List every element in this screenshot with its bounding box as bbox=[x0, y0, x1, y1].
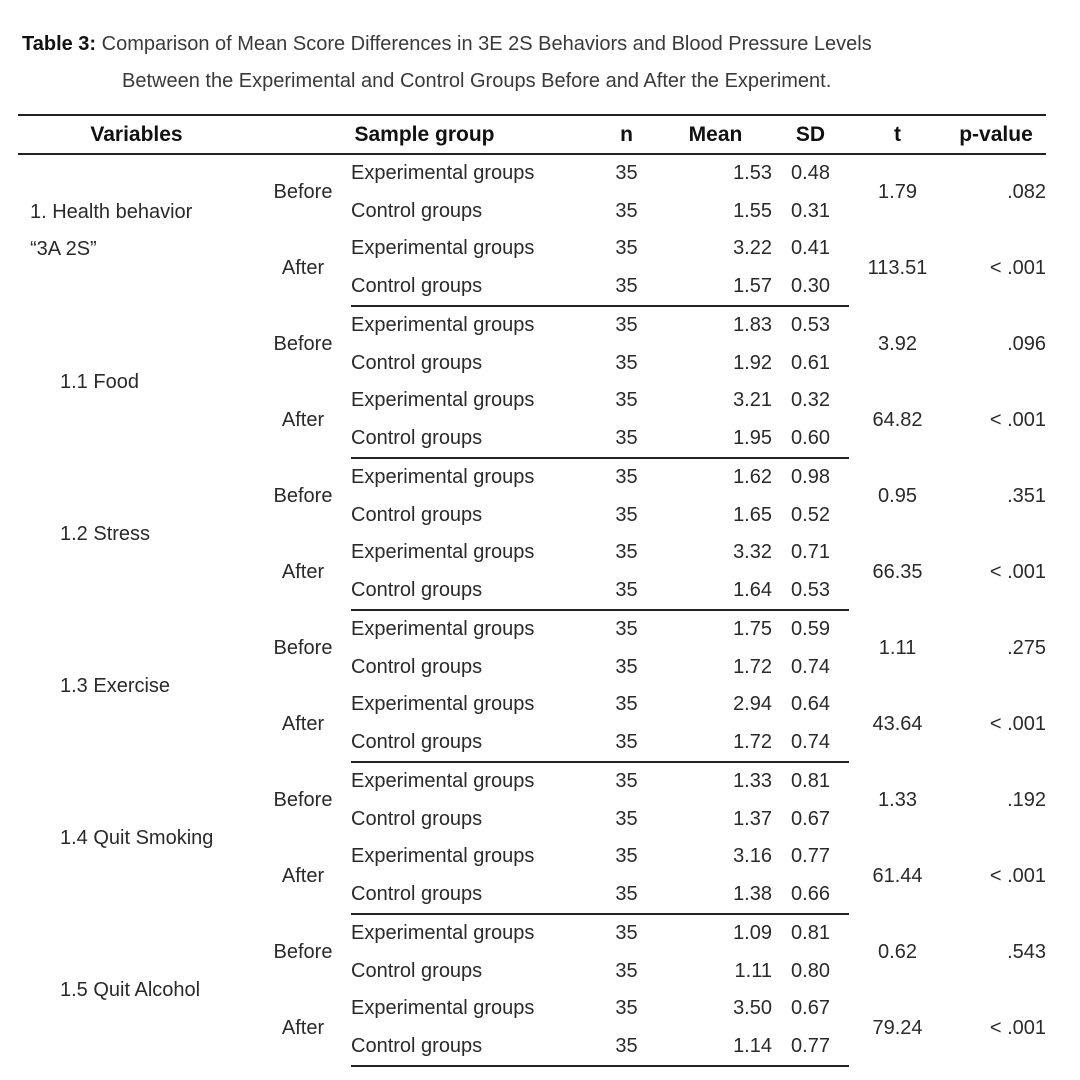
phase-label: Before bbox=[273, 181, 333, 203]
sd-value: 0.67 bbox=[791, 997, 830, 1020]
sd-value: 0.74 bbox=[772, 724, 849, 763]
mean-value: 3.16 bbox=[733, 845, 772, 868]
t-value: 1.33 bbox=[878, 788, 917, 811]
header-row bbox=[18, 115, 1046, 154]
variable-name bbox=[18, 306, 255, 458]
n-value: 35 bbox=[615, 199, 638, 222]
table-section bbox=[18, 914, 1046, 1066]
n-value: 35 bbox=[594, 572, 659, 611]
header-mean: Mean bbox=[659, 115, 772, 154]
sd-value: 0.59 bbox=[791, 618, 830, 641]
sample-group: Control groups bbox=[351, 959, 483, 982]
mean-value: 1.33 bbox=[733, 770, 772, 793]
n-value: 35 bbox=[615, 997, 638, 1020]
t-value: 79.24 bbox=[872, 1016, 923, 1039]
n-value: 35 bbox=[615, 314, 638, 337]
sd-value: 0.41 bbox=[791, 237, 830, 260]
n-value: 35 bbox=[594, 268, 659, 307]
header-n: n bbox=[594, 115, 659, 154]
mean-value: 3.21 bbox=[733, 389, 772, 412]
p-value: < .001 bbox=[989, 256, 1046, 279]
table-row bbox=[18, 458, 1046, 497]
sd-value: 0.81 bbox=[791, 770, 830, 793]
caption-text-1: Comparison of Mean Score Differences in 3E 2S Behaviors and Blood Pressure Levels bbox=[101, 33, 872, 55]
table-caption bbox=[22, 26, 1052, 100]
mean-value: 1.53 bbox=[733, 162, 772, 185]
p-value: < .001 bbox=[989, 560, 1046, 583]
mean-value: 1.57 bbox=[659, 268, 772, 307]
sd-value: 0.32 bbox=[791, 389, 830, 412]
phase-label: Before bbox=[273, 484, 333, 507]
header-sample-group: Sample group bbox=[255, 115, 594, 154]
p-value: < .001 bbox=[989, 1016, 1046, 1039]
sample-group: Experimental groups bbox=[351, 237, 535, 260]
phase-label: After bbox=[281, 712, 325, 735]
sd-value: 0.60 bbox=[772, 420, 849, 459]
sd-value: 0.80 bbox=[791, 959, 830, 982]
mean-value: 1.65 bbox=[733, 503, 772, 526]
t-value: 43.64 bbox=[872, 712, 923, 735]
n-value: 35 bbox=[615, 541, 638, 564]
p-value: < .001 bbox=[989, 864, 1046, 887]
sample-group: Control groups bbox=[351, 655, 483, 678]
sample-group: Experimental groups bbox=[351, 922, 535, 945]
header-sd: SD bbox=[772, 115, 849, 154]
mean-value: 1.37 bbox=[733, 807, 772, 830]
n-value: 35 bbox=[615, 466, 638, 489]
variable-name bbox=[18, 610, 255, 762]
n-value: 35 bbox=[615, 807, 638, 830]
p-value: < .001 bbox=[989, 712, 1046, 735]
sample-group: Control groups bbox=[351, 572, 594, 611]
caption-label: Table 3: bbox=[22, 33, 97, 55]
n-value: 35 bbox=[615, 655, 638, 678]
n-value: 35 bbox=[615, 959, 638, 982]
phase-label: After bbox=[281, 408, 325, 431]
sd-value: 0.31 bbox=[791, 199, 830, 222]
n-value: 35 bbox=[615, 351, 638, 374]
mean-value: 1.09 bbox=[733, 922, 772, 945]
mean-value: 1.75 bbox=[733, 618, 772, 641]
sample-group: Control groups bbox=[351, 876, 594, 915]
p-value: .082 bbox=[1007, 181, 1046, 203]
mean-value: 1.83 bbox=[733, 314, 772, 337]
variable-name-line: 1.2 Stress bbox=[60, 522, 151, 545]
t-value: 0.62 bbox=[878, 940, 917, 963]
sample-group: Experimental groups bbox=[351, 466, 535, 489]
table-header bbox=[18, 115, 1046, 154]
phase-label: Before bbox=[273, 940, 333, 963]
table-section bbox=[18, 306, 1046, 458]
phase-label: Before bbox=[273, 636, 333, 659]
variable-name bbox=[18, 458, 255, 610]
n-value: 35 bbox=[615, 618, 638, 641]
sd-value: 0.71 bbox=[791, 541, 830, 564]
phase-label: After bbox=[281, 560, 325, 583]
p-value: .096 bbox=[1007, 332, 1046, 355]
t-value: 1.11 bbox=[878, 636, 917, 659]
phase-label: After bbox=[281, 1016, 325, 1039]
variable-name-line: “3A 2S” bbox=[30, 237, 97, 260]
phase-label: After bbox=[281, 864, 325, 887]
sample-group: Experimental groups bbox=[351, 770, 535, 793]
variable-name-line: 1.5 Quit Alcohol bbox=[60, 978, 201, 1001]
n-value: 35 bbox=[594, 876, 659, 915]
header-p-value: p-value bbox=[946, 115, 1046, 154]
table-row bbox=[18, 914, 1046, 953]
header-variables: Variables bbox=[18, 115, 255, 154]
sd-value: 0.74 bbox=[791, 655, 830, 678]
sd-value: 0.98 bbox=[791, 466, 830, 489]
variable-name bbox=[18, 762, 255, 914]
variable-name-line: 1. Health behavior bbox=[30, 200, 193, 223]
mean-value: 2.94 bbox=[733, 693, 772, 716]
caption-line-2: Between the Experimental and Control Groups Before and After the Experiment. bbox=[122, 70, 832, 92]
mean-value: 3.32 bbox=[733, 541, 772, 564]
variable-name bbox=[18, 914, 255, 1066]
sd-value: 0.77 bbox=[772, 1028, 849, 1067]
mean-value: 1.92 bbox=[733, 351, 772, 374]
n-value: 35 bbox=[615, 922, 638, 945]
sample-group: Control groups bbox=[351, 268, 594, 307]
mean-value: 1.14 bbox=[659, 1028, 772, 1067]
sd-value: 0.77 bbox=[791, 845, 830, 868]
sd-value: 0.67 bbox=[791, 807, 830, 830]
sample-group: Experimental groups bbox=[351, 618, 535, 641]
t-value: 1.79 bbox=[878, 181, 917, 203]
t-value: 66.35 bbox=[872, 560, 923, 583]
sd-value: 0.53 bbox=[772, 572, 849, 611]
n-value: 35 bbox=[594, 1028, 659, 1067]
n-value: 35 bbox=[594, 420, 659, 459]
table-section bbox=[18, 610, 1046, 762]
n-value: 35 bbox=[594, 724, 659, 763]
sample-group: Control groups bbox=[351, 420, 594, 459]
phase-label: Before bbox=[273, 788, 333, 811]
mean-value: 1.11 bbox=[734, 959, 772, 982]
sample-group: Experimental groups bbox=[351, 389, 535, 412]
mean-value: 1.95 bbox=[659, 420, 772, 459]
comparison-table bbox=[18, 114, 1046, 1067]
table-row bbox=[18, 154, 1046, 193]
n-value: 35 bbox=[615, 237, 638, 260]
variable-name bbox=[18, 154, 255, 306]
sd-value: 0.53 bbox=[791, 314, 830, 337]
p-value: < .001 bbox=[989, 408, 1046, 431]
n-value: 35 bbox=[615, 389, 638, 412]
table-section bbox=[18, 762, 1046, 914]
p-value: .275 bbox=[1007, 636, 1046, 659]
n-value: 35 bbox=[615, 770, 638, 793]
sample-group: Experimental groups bbox=[351, 845, 535, 868]
sample-group: Control groups bbox=[351, 807, 483, 830]
table-section bbox=[18, 458, 1046, 610]
mean-value: 1.64 bbox=[659, 572, 772, 611]
n-value: 35 bbox=[615, 693, 638, 716]
mean-value: 1.72 bbox=[733, 655, 772, 678]
sd-value: 0.30 bbox=[772, 268, 849, 307]
phase-label: Before bbox=[273, 332, 333, 355]
caption-line-1 bbox=[22, 26, 1052, 63]
sd-value: 0.61 bbox=[791, 351, 830, 374]
p-value: .543 bbox=[1007, 940, 1046, 963]
variable-name-line: 1.1 Food bbox=[60, 370, 139, 393]
mean-value: 1.62 bbox=[733, 466, 772, 489]
sample-group: Control groups bbox=[351, 724, 594, 763]
sample-group: Control groups bbox=[351, 503, 483, 526]
mean-value: 1.55 bbox=[733, 199, 772, 222]
n-value: 35 bbox=[615, 503, 638, 526]
table-row bbox=[18, 610, 1046, 649]
t-value: 64.82 bbox=[872, 408, 923, 431]
sd-value: 0.81 bbox=[791, 922, 830, 945]
variable-name-line: 1.4 Quit Smoking bbox=[60, 826, 214, 849]
sample-group: Experimental groups bbox=[351, 693, 535, 716]
mean-value: 3.22 bbox=[733, 237, 772, 260]
header-t: t bbox=[849, 115, 946, 154]
t-value: 61.44 bbox=[872, 864, 923, 887]
sample-group: Experimental groups bbox=[351, 314, 535, 337]
n-value: 35 bbox=[615, 162, 638, 185]
p-value: .192 bbox=[1007, 788, 1046, 811]
sd-value: 0.64 bbox=[791, 693, 830, 716]
table-row bbox=[18, 306, 1046, 345]
sample-group: Control groups bbox=[351, 199, 483, 222]
t-value: 113.51 bbox=[867, 256, 928, 279]
table-section bbox=[18, 154, 1046, 306]
n-value: 35 bbox=[615, 845, 638, 868]
mean-value: 3.50 bbox=[733, 997, 772, 1020]
mean-value: 1.72 bbox=[659, 724, 772, 763]
sd-value: 0.66 bbox=[772, 876, 849, 915]
t-value: 0.95 bbox=[878, 484, 917, 507]
sample-group: Experimental groups bbox=[351, 162, 535, 185]
sample-group: Control groups bbox=[351, 1028, 594, 1067]
sd-value: 0.48 bbox=[791, 162, 830, 185]
variable-name-line: 1.3 Exercise bbox=[60, 674, 171, 697]
t-value: 3.92 bbox=[878, 332, 917, 355]
sample-group: Experimental groups bbox=[351, 541, 535, 564]
phase-label: After bbox=[281, 256, 325, 279]
sd-value: 0.52 bbox=[791, 503, 830, 526]
p-value: .351 bbox=[1007, 484, 1046, 507]
table-row bbox=[18, 762, 1046, 801]
sample-group: Control groups bbox=[351, 351, 483, 374]
mean-value: 1.38 bbox=[659, 876, 772, 915]
sample-group: Experimental groups bbox=[351, 997, 535, 1020]
